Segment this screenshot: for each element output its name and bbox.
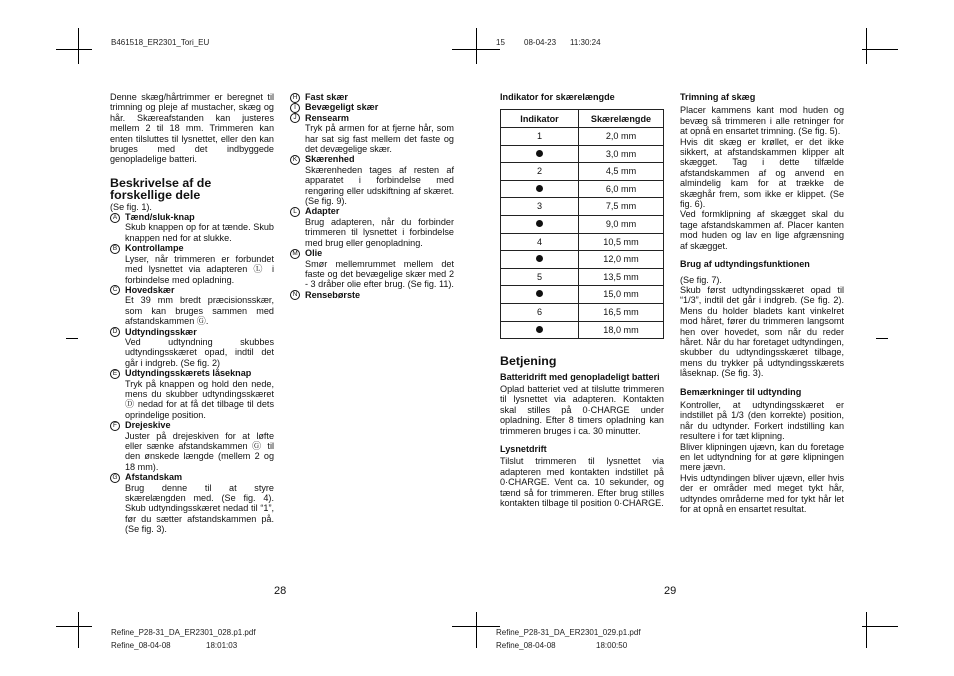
part-item-g bbox=[110, 472, 274, 534]
footer-left-time: 18:01:03 bbox=[206, 641, 238, 650]
table-header-indicator: Indikator bbox=[501, 110, 579, 128]
part-item-h bbox=[290, 92, 454, 102]
part-title: Hovedskær bbox=[125, 284, 175, 295]
thinning-notes-2: Bliver klipningen ujævn, kan du foretage en let udtyndning for at gøre klipningen mere jævn. bbox=[680, 441, 844, 473]
length-cell: 18,0 mm bbox=[579, 321, 664, 339]
table-row bbox=[501, 198, 664, 216]
table-row bbox=[501, 251, 664, 269]
beard-trim-text-2: Hvis dit skæg er krøllet, er det ikke sikkert, at afstandskammen klipper alt skægget. Tag i dette tilfælde afstandskammen af og anvend en almindelig kam for at trække de skæghår frem, som ikke er klippet. (Se fig. 6). bbox=[680, 136, 844, 210]
subheading-mains: Lysnetdrift bbox=[500, 443, 547, 454]
table-header-row bbox=[501, 110, 664, 128]
part-description: Tryk på knappen og hold den nede, mens du skubber udtyndingsskæret Ⓓ nedad for at få det tilbage til dets oprindelige position. bbox=[125, 378, 274, 420]
length-cell: 12,0 mm bbox=[579, 251, 664, 269]
part-item-i bbox=[290, 102, 454, 112]
table-title: Indikator for skærelængde bbox=[500, 92, 615, 102]
part-description: Brug adapteren, når du forbinder trimmeren til lysnettet i forbindelse med brug eller genopladning. bbox=[305, 216, 454, 248]
subheading-thinning: Brug af udtyndingsfunktionen bbox=[680, 259, 810, 270]
table-row bbox=[501, 145, 664, 163]
thinning-text: Skub først udtyndingsskæret opad til “1/3”, indtil det går i indgreb. (Se fig. 2). Mens du holder bladets kant vinkelret mod håret, fører du trimmeren langsomt hen over hovedet, som når du reder håret. Når du har foretaget udtyndingen, skubber du udtyndingsskæret tilbage, mens du trykker på udtyndingsskærets låseknap. (Se fig. 3). bbox=[680, 284, 844, 379]
indicator-cell bbox=[501, 251, 579, 269]
part-title: Fast skær bbox=[305, 92, 348, 102]
part-description: Tryk på armen for at fjerne hår, som har sat sig fast mellem det faste og det devægelige skær. bbox=[305, 123, 454, 155]
length-cell: 3,0 mm bbox=[579, 145, 664, 163]
indicator-dot-icon bbox=[536, 290, 543, 297]
table-row bbox=[501, 233, 664, 251]
subheading-beard-trim: Trimning af skæg bbox=[680, 92, 756, 102]
indicator-table bbox=[500, 109, 664, 339]
column-2 bbox=[290, 92, 454, 300]
length-cell: 15,0 mm bbox=[579, 286, 664, 304]
part-letter-marker: D bbox=[110, 327, 120, 337]
length-cell: 9,0 mm bbox=[579, 215, 664, 233]
indicator-cell: 6 bbox=[501, 303, 579, 321]
thinning-notes-1: Kontroller, at udtyndingsskæret er indstillet på 1/3 (den korrekte) position, når du udtynder. Forkert indstilling kan resultere i for tæt klipning. bbox=[680, 399, 844, 442]
part-item-f bbox=[110, 420, 274, 472]
table-row bbox=[501, 215, 664, 233]
part-letter-marker: F bbox=[110, 421, 120, 431]
length-cell: 10,5 mm bbox=[579, 233, 664, 251]
table-row bbox=[501, 163, 664, 181]
part-item-m bbox=[290, 248, 454, 290]
indicator-dot-icon bbox=[536, 150, 543, 157]
mains-text: Tilslut trimmeren til lysnettet via adapteren med kontakten indstillet på 0·CHARGE. Vent ca. 10 sekunder, og tænd så for trimmeren. Efter brug stilles kontakten tilbage til position 0·CHARGE. bbox=[500, 456, 664, 508]
part-title: Udtyndingsskærets låseknap bbox=[125, 368, 252, 379]
subheading-thinning-notes: Bemærkninger til udtynding bbox=[680, 386, 802, 397]
footer-right-date: Refine_08-04-08 bbox=[496, 641, 556, 650]
part-letter-marker: N bbox=[290, 290, 300, 300]
indicator-cell: 3 bbox=[501, 198, 579, 216]
footer-right-time: 18:00:50 bbox=[596, 641, 628, 650]
beard-trim-text-3: Ved formklipning af skægget skal du tage afstandskammen af. Placer kanten mod huden og lav en lige afgrænsning af skægget. bbox=[680, 209, 844, 251]
table-row bbox=[501, 321, 664, 339]
battery-text: Oplad batteriet ved at tilslutte trimmeren til lysnettet via adapteren. Kontakten skal stilles på 0·CHARGE under opladning. Efter 8 timers opladning kan trimmeren bruges i ca. 30 minutter. bbox=[500, 383, 664, 436]
part-description: Juster på drejeskiven for at løfte eller sænke afstandskammen Ⓖ til den ønskede længde (mellem 2 og 18 mm). bbox=[125, 430, 274, 472]
indicator-cell: 4 bbox=[501, 233, 579, 251]
length-cell: 16,5 mm bbox=[579, 303, 664, 321]
length-cell: 13,5 mm bbox=[579, 268, 664, 286]
indicator-cell bbox=[501, 145, 579, 163]
part-item-l bbox=[290, 206, 454, 248]
part-description: Skub knappen op for at tænde. Skub knappen ned for at slukke. bbox=[125, 222, 274, 243]
part-letter-marker: G bbox=[110, 473, 120, 483]
page-number-right: 29 bbox=[664, 585, 677, 597]
part-title: Rensebørste bbox=[305, 289, 361, 300]
part-letter-marker: I bbox=[290, 103, 300, 113]
column-3 bbox=[500, 92, 664, 508]
intro-paragraph: Denne skæg/hårtrimmer er beregnet til trimning og pleje af mustacher, skæg og hår. Skæreafstanden kan justeres mellem 2 til 18 mm. Trimmeren kan enten tilsluttes til lysnettet, eller den kan bruges med det indbyggede genopladelige batteri. bbox=[110, 92, 274, 165]
part-item-n bbox=[290, 290, 454, 300]
length-cell: 7,5 mm bbox=[579, 198, 664, 216]
header-date: 08-04-23 bbox=[524, 38, 557, 47]
part-title: Bevægeligt skær bbox=[305, 102, 379, 113]
subheading-battery: Batteridrift med genopladeligt batteri bbox=[500, 371, 660, 382]
indicator-cell: 1 bbox=[501, 128, 579, 146]
section-title-parts: Beskrivelse af de forskellige dele bbox=[110, 175, 212, 203]
part-description: Et 39 mm bredt præcisionsskær, som kan bruges sammen med afstandskammen Ⓖ. bbox=[125, 295, 274, 327]
footer-right-file: Refine_P28-31_DA_ER2301_029.p1.pdf bbox=[496, 628, 641, 637]
thinning-see-fig: (Se fig. 7). bbox=[680, 274, 722, 285]
page-number-left: 28 bbox=[274, 585, 287, 597]
part-letter-marker: A bbox=[110, 213, 120, 223]
header-doc-code: B461518_ER2301_Tori_EU bbox=[111, 38, 210, 47]
indicator-cell bbox=[501, 321, 579, 339]
indicator-dot-icon bbox=[536, 326, 543, 333]
parts-list-2 bbox=[290, 92, 454, 300]
table-header-length: Skærelængde bbox=[579, 110, 664, 128]
table-row bbox=[501, 180, 664, 198]
part-title: Rensearm bbox=[305, 112, 349, 123]
part-description: Smør mellemrummet mellem det faste og det bevægelige skær med 2 - 3 dråber olie efter brug. (Se fig. 11). bbox=[305, 258, 454, 290]
part-letter-marker: J bbox=[290, 113, 300, 123]
indicator-dot-icon bbox=[536, 255, 543, 262]
part-letter-marker: L bbox=[290, 207, 300, 217]
part-item-b bbox=[110, 243, 274, 285]
part-letter-marker: B bbox=[110, 244, 120, 254]
indicator-cell bbox=[501, 286, 579, 304]
part-title: Drejeskive bbox=[125, 420, 171, 431]
column-1 bbox=[110, 92, 274, 535]
part-title: Adapter bbox=[305, 206, 340, 217]
part-title: Afstandskam bbox=[125, 472, 183, 483]
length-cell: 2,0 mm bbox=[579, 128, 664, 146]
footer-left-date: Refine_08-04-08 bbox=[111, 641, 171, 650]
part-letter-marker: K bbox=[290, 155, 300, 165]
indicator-dot-icon bbox=[536, 185, 543, 192]
part-description: Lyser, når trimmeren er forbundet med lysnettet via adapteren Ⓛ i forbindelse med opladning. bbox=[125, 253, 274, 285]
part-item-k bbox=[290, 154, 454, 206]
table-row bbox=[501, 286, 664, 304]
part-title: Tænd/sluk-knap bbox=[125, 212, 195, 223]
part-title: Skærenhed bbox=[305, 154, 355, 165]
table-row bbox=[501, 128, 664, 146]
beard-trim-text-1: Placer kammens kant mod huden og bevæg så trimmeren i alle retninger for at opnå en ensartet trimning. (Se fig. 5). bbox=[680, 105, 844, 137]
part-title: Olie bbox=[305, 248, 323, 259]
part-title: Udtyndingsskær bbox=[125, 326, 197, 337]
part-item-j bbox=[290, 113, 454, 155]
indicator-dot-icon bbox=[536, 220, 543, 227]
indicator-cell bbox=[501, 215, 579, 233]
section-title-operation: Betjening bbox=[500, 354, 557, 369]
column-4 bbox=[680, 92, 844, 514]
part-letter-marker: C bbox=[110, 285, 120, 295]
part-item-a bbox=[110, 212, 274, 243]
indicator-cell: 5 bbox=[501, 268, 579, 286]
part-description: Skærenheden tages af resten af apparatet i forbindelse med rengøring eller udskiftning af skæret. (Se fig. 9). bbox=[305, 164, 454, 207]
see-fig-1: (Se fig. 1). bbox=[110, 201, 152, 212]
table-row bbox=[501, 303, 664, 321]
length-cell: 6,0 mm bbox=[579, 180, 664, 198]
part-item-c bbox=[110, 285, 274, 327]
thinning-notes-3: Hvis udtyndingen bliver ujævn, eller hvis der er områder med meget tykt hår, udtyndes områderne med for tykt hår let for at opnå en ensartet resultat. bbox=[680, 472, 844, 515]
footer-left-file: Refine_P28-31_DA_ER2301_028.p1.pdf bbox=[111, 628, 256, 637]
indicator-cell bbox=[501, 180, 579, 198]
indicator-cell: 2 bbox=[501, 163, 579, 181]
part-letter-marker: H bbox=[290, 93, 300, 103]
header-time: 11:30:24 bbox=[570, 38, 601, 47]
length-cell: 4,5 mm bbox=[579, 163, 664, 181]
header-page: 15 bbox=[496, 38, 505, 47]
part-letter-marker: M bbox=[290, 249, 300, 259]
part-item-d bbox=[110, 327, 274, 369]
part-description: Brug denne til at styre skærelængden med. (Se fig. 4). Skub udtyndingsskæret nedad til “1”, før du sætter afstandskammen på. (Se fig. 3). bbox=[125, 482, 274, 535]
parts-list-1 bbox=[110, 212, 274, 535]
part-item-e bbox=[110, 368, 274, 420]
part-letter-marker: E bbox=[110, 369, 120, 379]
table-row bbox=[501, 268, 664, 286]
part-description: Ved udtyndning skubbes udtyndingsskæret opad, indtil det går i indgreb. (Se fig. 2) bbox=[125, 336, 274, 368]
part-title: Kontrollampe bbox=[125, 243, 184, 254]
